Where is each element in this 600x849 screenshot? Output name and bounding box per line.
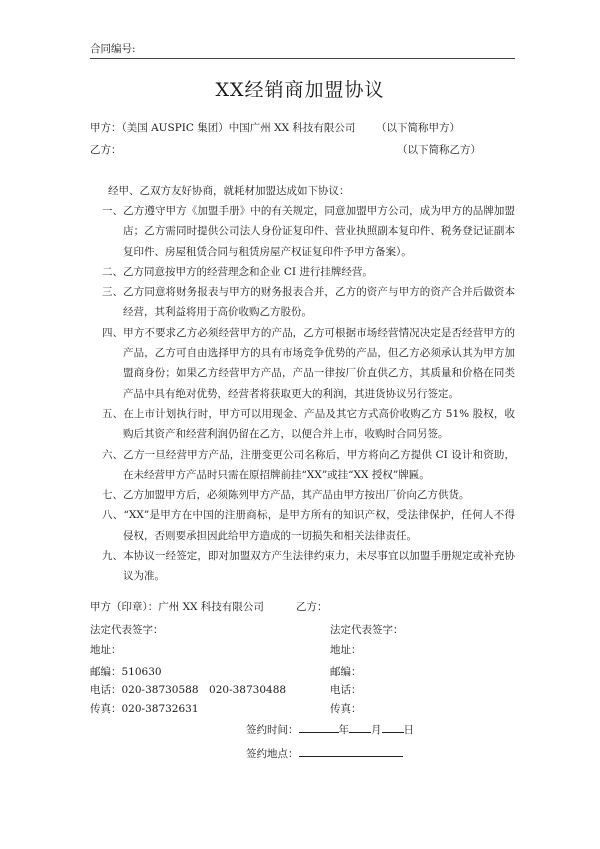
party-b-representative: 法定代表签字：	[330, 624, 404, 636]
party-b-address: 地址：	[330, 644, 362, 656]
party-a-postcode: 邮编：510630	[90, 666, 162, 678]
party-b-phone: 电话：	[330, 684, 362, 696]
clause-1: 一、乙方遵守甲方《加盟手册》中的有关规定，同意加盟甲方公司，成为甲方的品牌加盟店；乙方需同时提供公司法人身份证复印件、营业执照副本复印件、税务登记证副本复印件、房屋租赁合同与租赁房屋产权证复印件予甲方备案）。	[102, 205, 515, 258]
sign-time-label: 签约时间：	[246, 724, 299, 736]
sign-time-row	[246, 721, 414, 737]
party-a-fax: 传真：020-38732631	[90, 703, 199, 715]
day-blank	[382, 721, 404, 733]
sign-place-row	[246, 745, 403, 761]
clause-list	[95, 201, 515, 587]
year-blank	[299, 721, 339, 733]
year-label: 年	[338, 724, 349, 736]
clause-4: 四、甲方不要求乙方必须经营甲方的产品，乙方可根据市场经营情况决定是否经营甲方的产品，乙方可自由选择甲方的具有市场竞争优势的产品，但乙方必须承认其为甲方加盟商身份；如果乙方经营甲方产品，产品一律按厂价直供乙方，其质量和价格在同类产品中具有绝对优势，经营者将获取更大的利润，其进货协议另行签定。	[102, 326, 515, 400]
clause-2: 二、乙方同意按甲方的经营理念和企业 CI 进行挂牌经营。	[102, 265, 373, 278]
party-b-postcode: 邮编：	[330, 666, 362, 678]
party-a-short: （以下简称甲方）	[376, 122, 460, 134]
clause-3: 三、乙方同意将财务报表与甲方的财务报表合并，乙方的资产与甲方的资产合并后做资本经营，其利益将用于高价收购乙方股份。	[102, 286, 515, 319]
party-a-line: 甲方：（美国 AUSPIC 集团）中国广州 XX 科技有限公司	[90, 122, 356, 134]
party-a-phone: 电话：020-38730588 020-38730488	[90, 684, 287, 696]
place-blank	[299, 745, 403, 757]
party-a-address: 地址：	[90, 644, 122, 656]
contract-number-label: 合同编号:	[90, 43, 136, 55]
party-b-seal: 乙方：	[296, 601, 328, 613]
month-label: 月	[371, 724, 382, 736]
party-a-representative: 法定代表签字：	[90, 624, 164, 636]
clause-9: 九、本协议一经签定，即对加盟双方产生法律约束力，未尽事宜以加盟手册规定或补充协议为准。	[102, 550, 515, 583]
party-a-seal: 甲方（印章）：广州 XX 科技有限公司	[90, 601, 264, 613]
header-bar	[90, 38, 515, 59]
party-b-line: 乙方：	[90, 144, 122, 156]
clause-6: 六、乙方一旦经营甲方产品，注册变更公司名称后，甲方将向乙方提供 CI 设计和资助，在未经营甲方产品时只需在原招牌前挂“XX”或挂“XX 授权”牌匾。	[102, 448, 515, 481]
document-title: XX经销商加盟协议	[215, 79, 385, 101]
party-b-short: （以下简称乙方）	[397, 144, 481, 156]
sign-place-label: 签约地点：	[246, 748, 299, 760]
clause-7: 七、乙方加盟甲方后，必须陈列甲方产品，其产品由甲方按出厂价向乙方供货。	[102, 489, 470, 502]
day-label: 日	[403, 724, 414, 736]
party-b-fax: 传真：	[330, 703, 362, 715]
clause-8: 八、“XX”是甲方在中国的注册商标，是甲方所有的知识产权，受法律保护，任何人不得侵权，否则要承担因此给甲方造成的一切损失和相关法律责任。	[102, 509, 515, 542]
intro-paragraph: 经甲、乙双方友好协商，就耗材加盟达成如下协议：	[108, 185, 350, 197]
clause-5: 五、在上市计划执行时，甲方可以用现金、产品及其它方式高价收购乙方 51% 股权，收购后其资产和经营利润仍留在乙方，以便合并上市，收购时合同另签。	[102, 407, 515, 441]
month-blank	[349, 721, 371, 733]
